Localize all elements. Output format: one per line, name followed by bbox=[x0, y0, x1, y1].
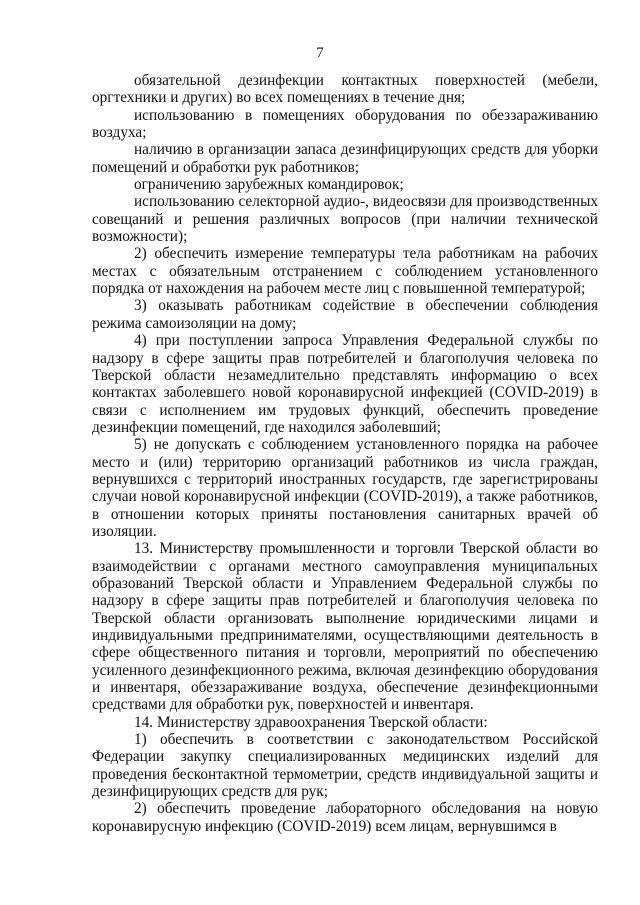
paragraph-item-4-contacts: 4) при поступлении запроса Управления Федеральной службы по надзору в сфере защиты прав потребителей и благополучия человека по Тверской области незамедлительно представлять информацию о всех контактах заболевшего новой коронавирусной инфекцией (COVID-2019) в связи с исполнением им трудовых функций, обеспечить проведение дезинфекции помещений, где находился заболевший; bbox=[92, 332, 598, 436]
page-number: 7 bbox=[316, 45, 324, 61]
paragraph-disinfectant-supply: наличию в организации запаса дезинфицирующих средств для уборки помещений и обработки рук работников; bbox=[92, 141, 598, 176]
paragraph-item-2-temperature: 2) обеспечить измерение температуры тела работникам на рабочих местах с обязательным отстранением с соблюдением установленного порядка от нахождения на рабочем месте лиц с повышенной температурой; bbox=[92, 245, 598, 298]
paragraph-disinfection-surfaces: обязательной дезинфекции контактных поверхностей (мебели, оргтехники и других) во всех помещениях в течение дня; bbox=[92, 72, 598, 107]
paragraph-item-3-self-isolation: 3) оказывать работникам содействие в обеспечении соблюдения режима самоизоляции на дому; bbox=[92, 297, 598, 332]
paragraph-section-14: 14. Министерству здравоохранения Тверской области: bbox=[134, 713, 488, 731]
paragraph-air-disinfection: использованию в помещениях оборудования по обеззараживанию воздуха; bbox=[92, 106, 598, 142]
document-body bbox=[92, 72, 598, 835]
paragraph-business-trips: ограничению зарубежных командировок; bbox=[134, 176, 404, 194]
paragraph-section-13: 13. Министерству промышленности и торговли Тверской области во взаимодействии с органами местного самоуправления муниципальных образований Тверской области и Управлением Федеральной службы по надзору в сфере защиты прав потребителей и благополучия человека по Тверской области организовать выполнение юридическими лицами и индивидуальными предпринимателями, осуществляющими деятельность в сфере общественного питания и торговли, мероприятий по обеспечению усиленного дезинфекционного режима, включая дезинфекцию оборудования и инвентаря, обеззараживание воздуха, обеспечение дезинфекционными средствами для обработки рук, поверхностей и инвентаря. bbox=[92, 540, 598, 714]
paragraph-section-14-item-2: 2) обеспечить проведение лабораторного обследования на новую коронавирусную инфекцию (COVID-2019) всем лицам, вернувшимся в bbox=[92, 800, 598, 835]
paragraph-teleconference: использованию селекторной аудио-, видеосвязи для производственных совещаний и решения различных вопросов (при наличии технической возможности); bbox=[92, 193, 598, 246]
paragraph-section-14-item-1: 1) обеспечить в соответствии с законодательством Российской Федерации закупку специализированных медицинских изделий для проведения бесконтактной термометрии, средств индивидуальной защиты и дезинфицирующих средств для рук; bbox=[92, 731, 598, 801]
paragraph-item-5-admission: 5) не допускать с соблюдением установленного порядка на рабочее место и (или) территорию организаций работников из числа граждан, вернувшихся с территорий иностранных государств, где зарегистрированы случаи новой коронавирусной инфекции (COVID-2019), а также работников, в отношении которых приняты постановления санитарных врачей об изоляции. bbox=[92, 436, 598, 540]
